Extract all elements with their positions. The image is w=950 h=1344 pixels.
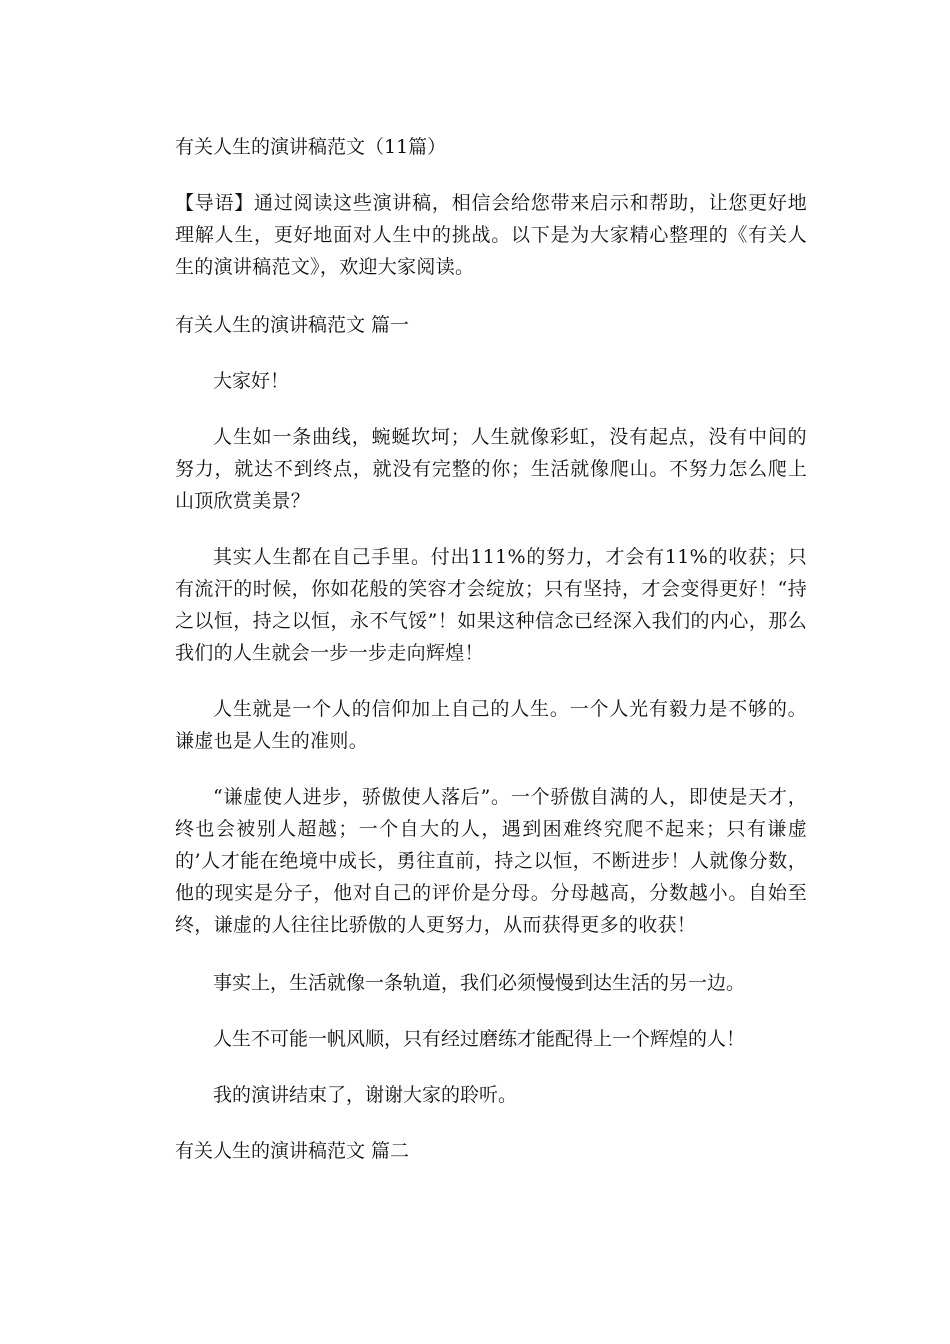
greeting: 大家好！ [213, 370, 290, 392]
body-paragraph-3: 人生就是一个人的信仰加上自己的人生。一个人光有毅力是不够的。谦虚也是人生的准则。 [175, 698, 807, 752]
body-paragraph-2: 其实人生都在自己手里。付出111%的努力，才会有11%的收获；只有流汗的时候，你如花般的笑容才会绽放；只有坚持，才会变得更好！“持之以恒，持之以恒，永不气馁”！如果这种信念已经深入我们的内心，那么我们的人生就会一步一步走向辉煌！ [175, 546, 807, 664]
body-paragraph-1: 人生如一条曲线，蜿蜒坎坷；人生就像彩虹，没有起点，没有中间的努力，就达不到终点，就没有完整的你；生活就像爬山。不努力怎么爬上山顶欣赏美景？ [175, 426, 807, 512]
intro-paragraph: 【导语】通过阅读这些演讲稿，相信会给您带来启示和帮助，让您更好地理解人生，更好地面对人生中的挑战。以下是为大家精心整理的《有关人生的演讲稿范文》，欢迎大家阅读。 [175, 192, 807, 278]
section-heading-2: 有关人生的演讲稿范文 篇二 [175, 1140, 410, 1162]
closing-line-3: 我的演讲结束了，谢谢大家的聆听。 [213, 1084, 518, 1106]
closing-line-2: 人生不可能一帆风顺，只有经过磨练才能配得上一个辉煌的人！ [213, 1028, 746, 1050]
document-title: 有关人生的演讲稿范文（11篇） [175, 136, 447, 158]
closing-line-1: 事实上，生活就像一条轨道，我们必须慢慢到达生活的另一边。 [213, 972, 746, 994]
body-paragraph-4: “谦虚使人进步，骄傲使人落后”。一个骄傲自满的人，即使是天才，终也会被别人超越；一个自大的人，遇到困难终究爬不起来；只有谦虚的’人才能在绝境中成长，勇往直前，持之以恒，不断进步！人就像分数，他的现实是分子，他对自己的评价是分母。分母越高，分数越小。自始至终，谦虚的人往往比骄傲的人更努力，从而获得更多的收获！ [175, 786, 807, 936]
section-heading-1: 有关人生的演讲稿范文 篇一 [175, 314, 410, 336]
